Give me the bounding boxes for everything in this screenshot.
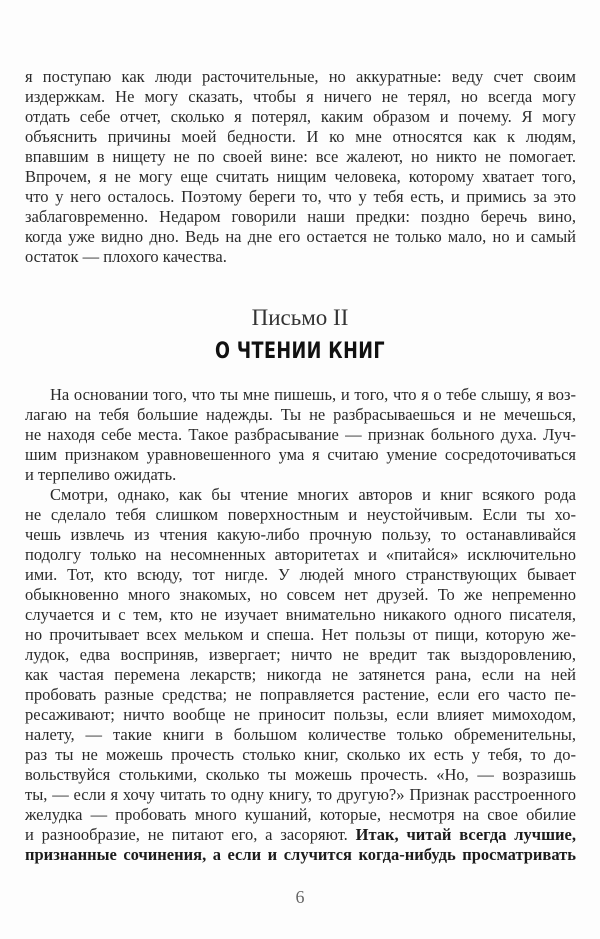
text-line: не сделало тебя слишком поверхностным и неустойчивым. Если ты хо- bbox=[25, 505, 576, 524]
text-line: я поступаю как люди расточительные, но аккуратные: веду счет своим bbox=[25, 67, 576, 86]
text-line: впавшим в нищету не по своей вине: все жалеют, но никто не помогает. bbox=[25, 147, 576, 166]
text-line: ты, — если я хочу читать то одну книгу, то другую?» Признак расстроенного bbox=[25, 785, 576, 804]
paragraph-2 bbox=[25, 485, 576, 825]
text-line: обыкновенно много знакомых, но совсем нет друзей. То же непременно bbox=[25, 585, 576, 604]
text-line: ими. Тот, кто всюду, тот нигде. У людей много странствующих бывает bbox=[25, 565, 576, 584]
letter-number-heading: Письмо II bbox=[251, 305, 349, 330]
text-line: желудка — пробовать много кушаний, которые, несмотря на свое обилие bbox=[25, 805, 576, 824]
text-line: подолгу только на несомненных авторитетах и «питайся» исключительно bbox=[25, 545, 576, 564]
text-run: и разнообразие, не питают его, а засоряют. bbox=[25, 825, 356, 844]
text-line: вольствуйся столькими, сколько ты можешь прочесть. «Но, — возразишь bbox=[25, 765, 576, 784]
paragraph-1 bbox=[25, 385, 576, 485]
text-line: ресаживают; ничто вообще не приносит пользы, если влияет мимоходом, bbox=[25, 705, 576, 724]
text-line: и терпеливо ожидать. bbox=[25, 465, 177, 484]
text-line: На основании того, что ты мне пишешь, и того, что я о тебе слышу, я воз- bbox=[50, 385, 576, 404]
text-line: но прочитывает всех мельком и спеша. Нет пользы от пищи, которую же- bbox=[25, 625, 576, 644]
text-line: пробовать разные средства; не поправляется растение, если его часто пе- bbox=[25, 685, 576, 704]
text-line: не находя себе места. Такое разбрасывание — признак больного духа. Луч- bbox=[25, 425, 576, 444]
page-number: 6 bbox=[295, 887, 305, 907]
text-line: случается и с тем, кто не изучает внимательно никакого одного писателя, bbox=[25, 605, 576, 624]
text-line: остаток — плохого качества. bbox=[25, 247, 227, 266]
text-line: что у него осталось. Поэтому береги то, что у тебя есть, и примись за это bbox=[25, 187, 576, 206]
text-line: заблаговременно. Недаром говорили наши предки: поздно беречь вино, bbox=[25, 207, 576, 226]
text-line: Впрочем, я не могу еще считать нищим человека, которому хватает того, bbox=[25, 167, 576, 186]
emphasized-text-line: признанные сочинения, а если и случится когда-нибудь просматривать bbox=[25, 845, 576, 864]
text-line: раз ты не можешь прочесть столько книг, сколько их есть у тебя, то до- bbox=[25, 745, 576, 764]
text-line: чешь извлечь из чтения какую-либо прочную пользу, то останавливайся bbox=[25, 525, 576, 544]
text-line: когда уже видно дно. Ведь на дне его остается не только мало, но и самый bbox=[25, 227, 576, 246]
paragraph-2-ending bbox=[25, 825, 576, 865]
text-line: налету, — такие книги в большом количестве только обременительны, bbox=[25, 725, 576, 744]
text-line: лудок, едва восприняв, извергает; ничто не вредит так выздоровлению, bbox=[25, 645, 576, 664]
letter-body bbox=[25, 385, 576, 865]
text-line: лагаю на тебя большие надежды. Ты не разбрасываешься и не мечешься, bbox=[25, 405, 576, 424]
text-line: объяснить причины моей бедности. И ко мне относятся как к людям, bbox=[25, 127, 576, 146]
text-line: как частая перемена лекарств; никогда не затянется рана, если на ней bbox=[25, 665, 576, 684]
paragraph-continued bbox=[25, 67, 576, 267]
text-line: отдать себе отчет, сколько я потерял, каким образом и почему. Я могу bbox=[25, 107, 576, 126]
text-line bbox=[25, 825, 576, 845]
text-line: шим признаком уравновешенного ума я считаю умение сосредоточиваться bbox=[25, 445, 576, 464]
emphasized-text: Итак, читай всегда лучшие, bbox=[355, 825, 576, 844]
text-line: Смотри, однако, как бы чтение многих авторов и книг всякого рода bbox=[50, 485, 576, 504]
letter-title-heading: О ЧТЕНИИ КНИГ bbox=[215, 339, 385, 364]
text-line: издержкам. Не могу сказать, чтобы я ничего не терял, но всегда могу bbox=[25, 87, 576, 106]
